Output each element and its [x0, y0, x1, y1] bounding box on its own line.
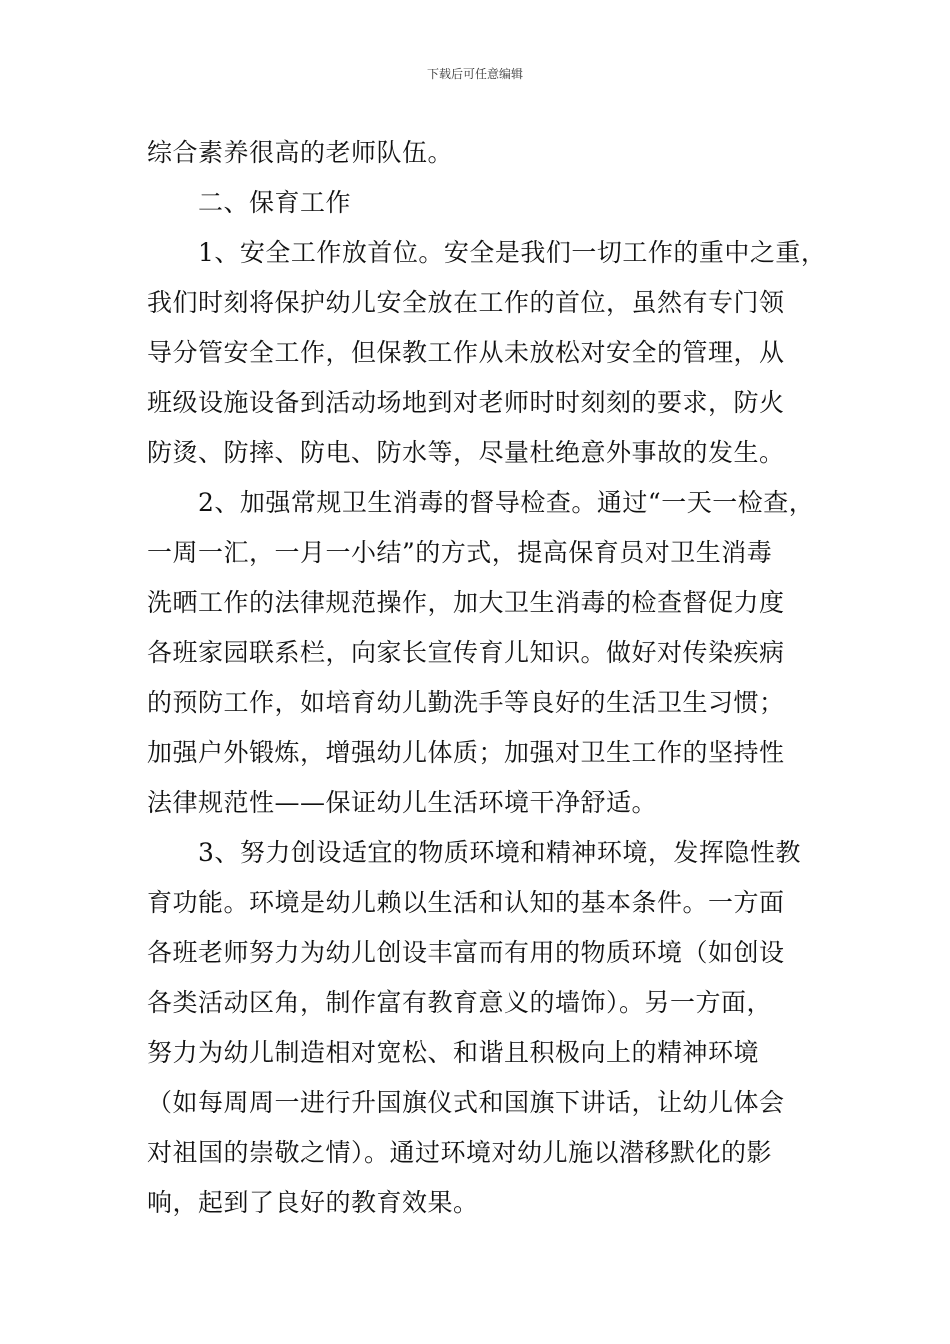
text-line: 的预防工作，如培育幼儿勤洗手等良好的生活卫生习惯；: [147, 688, 785, 717]
text-line: 我们时刻将保护幼儿安全放在工作的首位，虽然有专门领: [147, 288, 785, 317]
text-line: 2、加强常规卫生消毒的督导检查。通过“一天一检查，: [147, 488, 815, 517]
text-line: 防烫、防摔、防电、防水等，尽量杜绝意外事故的发生。: [147, 438, 785, 467]
text-line: 努力为幼儿制造相对宽松、和谐且积极向上的精神环境: [147, 1038, 760, 1067]
text-line: 3、努力创设适宜的物质环境和精神环境，发挥隐性教: [147, 838, 801, 867]
document-body: [147, 128, 827, 1228]
text-line: 各班老师努力为幼儿创设丰富而有用的物质环境（如创设: [147, 938, 785, 967]
text-line: 各类活动区角，制作富有教育意义的墙饰）。另一方面，: [147, 988, 773, 1017]
text-line: 导分管安全工作，但保教工作从未放松对安全的管理，从: [147, 338, 785, 367]
text-line: 加强户外锻炼，增强幼儿体质；加强对卫生工作的坚持性: [147, 738, 785, 767]
text-line: 对祖国的崇敬之情）。通过环境对幼儿施以潜移默化的影: [147, 1138, 773, 1167]
text-line: 响，起到了良好的教育效果。: [147, 1188, 479, 1217]
page-header: 下载后可任意编辑: [426, 67, 523, 81]
text-line: 各班家园联系栏，向家长宣传育儿知识。做好对传染疾病: [147, 638, 785, 667]
text-line: 洗晒工作的法律规范操作，加大卫生消毒的检查督促力度: [147, 588, 785, 617]
text-line: 一周一汇，一月一小结”的方式，提高保育员对卫生消毒: [147, 538, 773, 567]
section-heading: 二、保育工作: [147, 188, 352, 217]
text-line: 法律规范性——保证幼儿生活环境干净舒适。: [147, 788, 658, 817]
text-line: 综合素养很高的老师队伍。: [147, 138, 454, 167]
text-line: （如每周周一进行升国旗仪式和国旗下讲话，让幼儿体会: [147, 1088, 785, 1117]
text-line: 班级设施设备到活动场地到对老师时时刻刻的要求，防火: [147, 388, 785, 417]
text-line: 1、安全工作放首位。安全是我们一切工作的重中之重，: [147, 238, 827, 267]
text-line: 育功能。环境是幼儿赖以生活和认知的基本条件。一方面: [147, 888, 785, 917]
